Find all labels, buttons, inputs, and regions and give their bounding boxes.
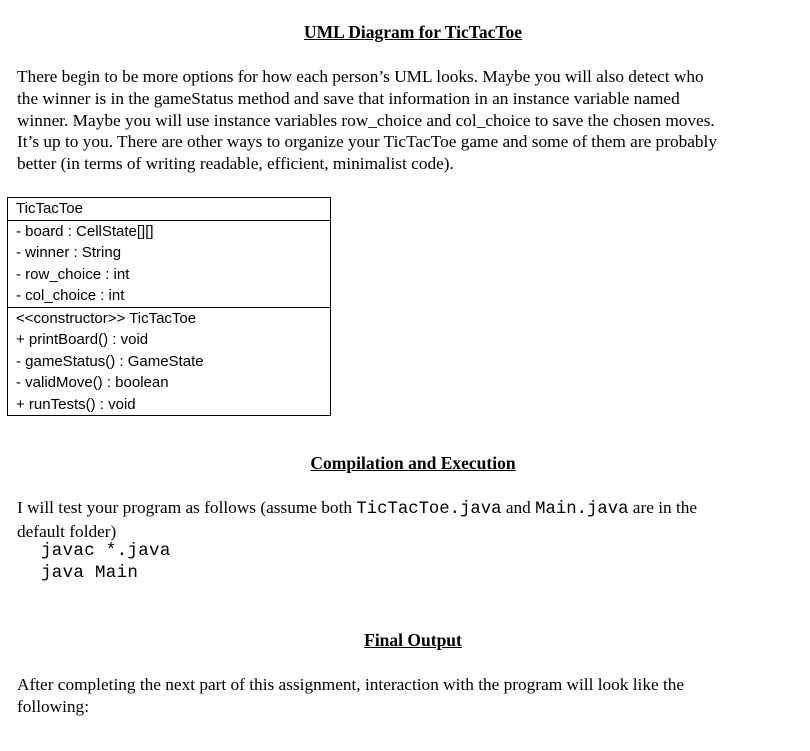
uml-attribute: - col_choice : int	[16, 287, 125, 304]
uml-heading: UML Diagram for TicTacToe	[304, 22, 522, 42]
intro-text: and	[501, 498, 536, 517]
uml-method: + printBoard() : void	[16, 331, 149, 348]
final-output-heading: Final Output	[364, 630, 462, 650]
paragraph-line: After completing the next part of this assignment, interaction with the program will look like the	[17, 675, 685, 694]
command-line: javac *.java	[41, 541, 171, 561]
filename-tictactoe: TicTacToe.java	[356, 500, 502, 519]
uml-attribute: - winner : String	[16, 244, 122, 261]
compilation-heading: Compilation and Execution	[310, 453, 516, 473]
paragraph-line: It’s up to you. There are other ways to organize your TicTacToe game and some of them are probably	[17, 132, 717, 152]
paragraph-line: There begin to be more options for how each person’s UML looks. Maybe you will also detect who	[17, 67, 704, 86]
paragraph-line: following:	[17, 696, 90, 716]
uml-method: - gameStatus() : GameState	[16, 352, 204, 370]
uml-attributes-section	[8, 220, 330, 307]
intro-text: I will test your program as follows (assume both	[17, 498, 357, 517]
paragraph-line: winner. Maybe you will use instance variables row_choice and col_choice to save the chosen moves.	[17, 110, 715, 130]
uml-attribute: - board : CellState[][]	[16, 222, 154, 240]
uml-class-diagram	[7, 197, 331, 416]
command-line: java Main	[41, 563, 139, 583]
intro-text: are in the	[628, 498, 698, 517]
compilation-paragraph	[17, 497, 807, 543]
paragraph-line: the winner is in the gameStatus method and save that information in an instance variable named	[17, 88, 680, 108]
uml-method: <<constructor>> TicTacToe	[16, 309, 197, 327]
filename-main: Main.java	[535, 500, 629, 519]
uml-class-name-section	[8, 198, 330, 220]
final-output-paragraph	[17, 674, 807, 718]
paragraph-line: better (in terms of writing readable, efficient, minimalist code).	[17, 154, 454, 174]
uml-class-name: TicTacToe	[16, 200, 83, 217]
command-block	[41, 540, 171, 584]
uml-attribute: - row_choice : int	[16, 265, 130, 283]
uml-method: - validMove() : boolean	[16, 374, 169, 391]
uml-method: + runTests() : void	[16, 395, 136, 413]
paragraph-line	[17, 497, 807, 521]
paragraph-line: default folder)	[17, 521, 117, 541]
uml-paragraph	[17, 66, 807, 175]
uml-methods-section	[8, 307, 330, 416]
